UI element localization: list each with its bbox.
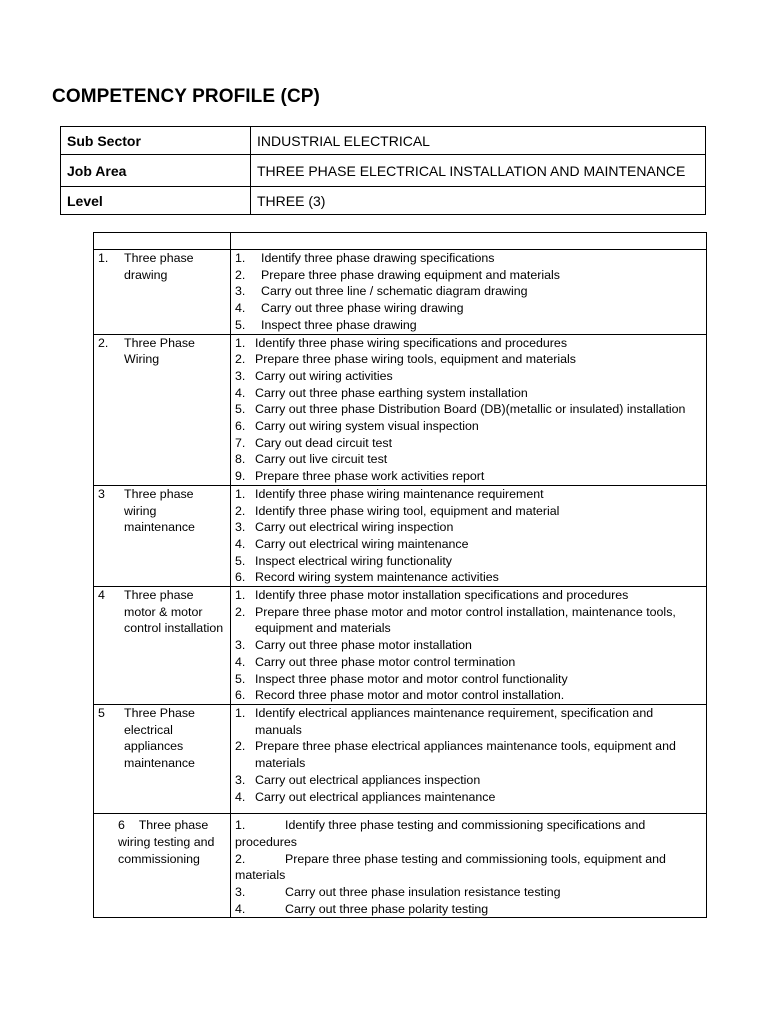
task-item: 3. Carry out three phase insulation resistance testing xyxy=(235,885,561,900)
competency-row xyxy=(94,250,707,335)
task-item: 4. Carry out three phase polarity testing xyxy=(235,901,489,916)
unit-name: Three phase drawing xyxy=(124,251,194,282)
task-item: 3. Carry out electrical wiring inspection xyxy=(235,520,454,535)
task-item: 3. Carry out three phase motor installation xyxy=(235,638,472,653)
task-item: 4. Carry out three phase wiring drawing xyxy=(235,301,464,316)
info-label: Level xyxy=(61,187,251,215)
competency-unit xyxy=(94,814,231,918)
unit-name: Three phase wiring testing and commissioning xyxy=(118,818,215,866)
task-item: 6. Record wiring system maintenance activities xyxy=(235,570,499,585)
task-item: 4. Carry out electrical wiring maintenance xyxy=(235,536,469,551)
task-item: 1. Identify three phase motor installation specifications and procedures xyxy=(235,588,629,603)
info-row-level xyxy=(61,187,706,215)
task-item: 7. Cary out dead circuit test xyxy=(235,435,393,450)
page-title: COMPETENCY PROFILE (CP) xyxy=(52,86,320,107)
info-value: INDUSTRIAL ELECTRICAL xyxy=(251,127,706,155)
task-item: 3. Carry out electrical appliances inspection xyxy=(235,772,481,787)
task-item: 1. Identify three phase wiring specifications and procedures xyxy=(235,335,568,350)
header-cell xyxy=(231,233,707,250)
task-item: 2. Prepare three phase testing and commissioning tools, equipment and materials xyxy=(235,851,666,883)
task-list-cell xyxy=(231,334,707,485)
task-list-cell xyxy=(231,814,707,918)
unit-name: Three phase wiring maintenance xyxy=(124,486,195,535)
unit-name: Three Phase Wiring xyxy=(124,335,195,367)
profile-info-table xyxy=(60,126,706,215)
task-item: 6. Carry out wiring system visual inspection xyxy=(235,419,479,434)
competency-unit xyxy=(94,704,231,813)
competency-table xyxy=(93,232,707,918)
unit-number: 6 xyxy=(118,818,125,833)
task-item: 5. Inspect three phase motor and motor control functionality xyxy=(235,671,568,686)
info-value: THREE PHASE ELECTRICAL INSTALLATION AND MAINTENANCE xyxy=(251,155,706,187)
competency-unit xyxy=(94,485,231,586)
unit-number: 3 xyxy=(98,486,105,501)
task-item: 5. Inspect electrical wiring functionality xyxy=(235,553,452,568)
task-list-cell xyxy=(231,485,707,586)
task-list-cell xyxy=(231,587,707,705)
competency-unit xyxy=(94,587,231,705)
task-item: 3. Carry out wiring activities xyxy=(235,368,393,383)
task-item: 1. Identify electrical appliances maintenance requirement, specification and manuals xyxy=(235,705,654,737)
task-item: 5. Inspect three phase drawing xyxy=(235,317,417,332)
task-item: 2. Prepare three phase drawing equipment and materials xyxy=(235,267,560,282)
task-item: 4. Carry out three phase earthing system installation xyxy=(235,385,528,400)
info-row-job-area xyxy=(61,155,706,187)
task-item: 1. Identify three phase drawing specifications xyxy=(235,251,495,265)
task-item: 1. Identify three phase testing and commissioning specifications and procedures xyxy=(235,818,646,849)
info-value: THREE (3) xyxy=(251,187,706,215)
info-label: Sub Sector xyxy=(61,127,251,155)
task-item: 1. Identify three phase wiring maintenance requirement xyxy=(235,486,544,501)
unit-number: 1. xyxy=(98,251,109,265)
task-item: 8. Carry out live circuit test xyxy=(235,452,388,467)
competency-header-row xyxy=(94,233,707,250)
unit-name: Three phase motor & motor control installation xyxy=(124,588,224,636)
task-item: 4. Carry out electrical appliances maintenance xyxy=(235,789,496,804)
header-cell xyxy=(94,233,231,250)
competency-row xyxy=(94,587,707,705)
competency-unit xyxy=(94,334,231,485)
info-row-sub-sector xyxy=(61,127,706,155)
task-item: 3. Carry out three line / schematic diagram drawing xyxy=(235,284,528,299)
task-item: 5. Carry out three phase Distribution Board (DB)(metallic or insulated) installation xyxy=(235,402,686,417)
competency-row xyxy=(94,814,707,918)
task-item: 2. Prepare three phase wiring tools, equipment and materials xyxy=(235,352,576,367)
competency-row xyxy=(94,485,707,586)
task-item: 4. Carry out three phase motor control termination xyxy=(235,654,516,669)
competency-row xyxy=(94,334,707,485)
task-item: 2. Prepare three phase electrical appliances maintenance tools, equipment and materials xyxy=(235,739,676,771)
unit-number: 4 xyxy=(98,588,105,603)
unit-number: 2. xyxy=(98,335,109,350)
task-item: 2. Prepare three phase motor and motor control installation, maintenance tools, equipment and materials xyxy=(235,604,676,636)
task-item: 6. Record three phase motor and motor control installation. xyxy=(235,688,565,703)
unit-number: 5 xyxy=(98,705,105,720)
task-list-cell xyxy=(231,704,707,813)
info-label: Job Area xyxy=(61,155,251,187)
task-item: 2. Identify three phase wiring tool, equipment and material xyxy=(235,503,560,518)
task-item: 9. Prepare three phase work activities report xyxy=(235,469,485,484)
unit-name: Three Phase electrical appliances maintenance xyxy=(124,705,195,771)
competency-row xyxy=(94,704,707,813)
task-list-cell xyxy=(231,250,707,335)
competency-unit xyxy=(94,250,231,335)
